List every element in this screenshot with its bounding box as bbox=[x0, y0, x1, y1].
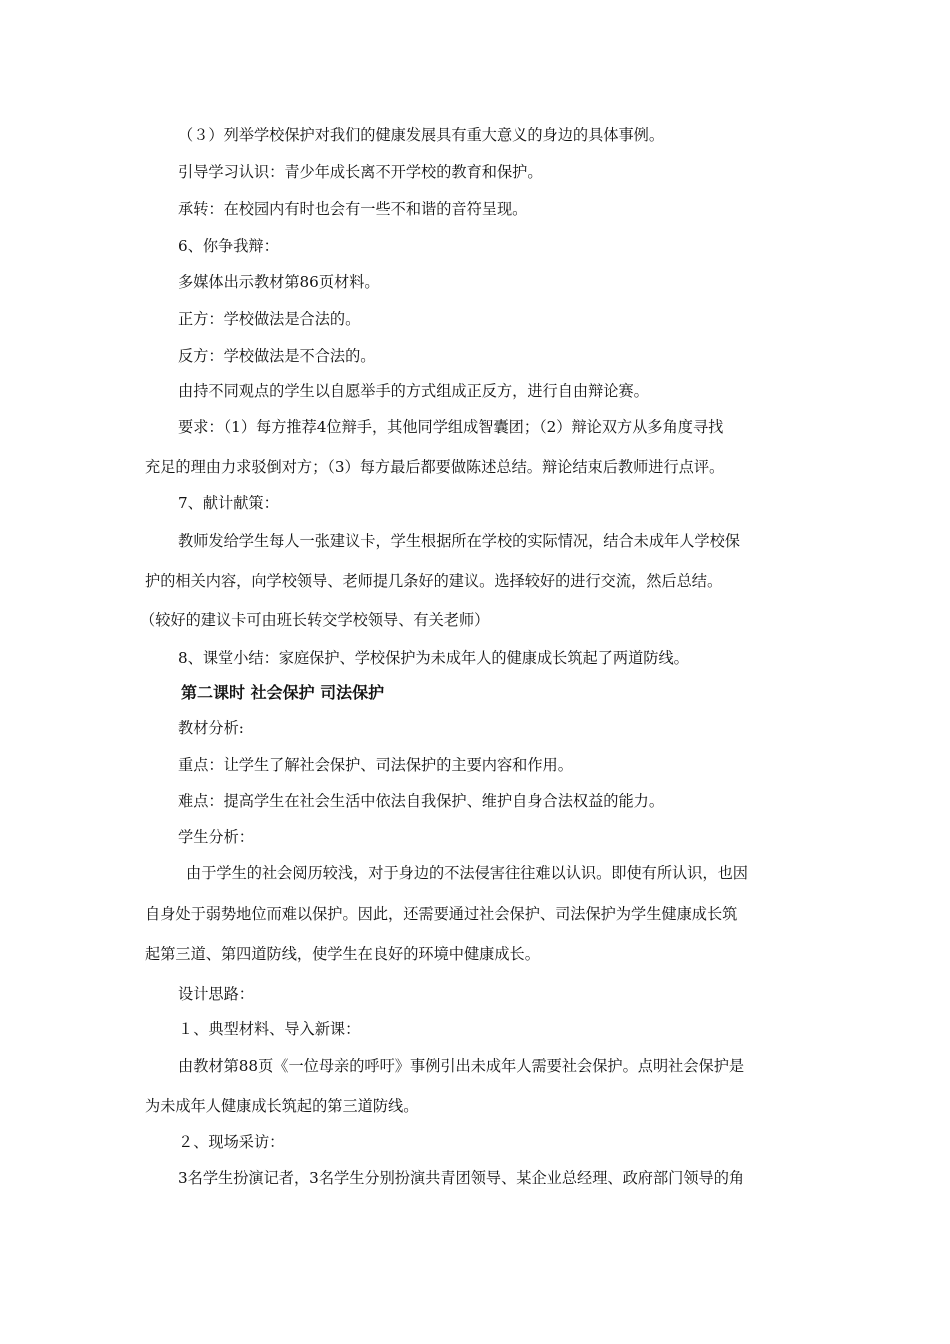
text-line: 设计思路： bbox=[178, 985, 254, 1003]
text-line: 8、课堂小结：家庭保护、学校保护为未成年人的健康成长筑起了两道防线。 bbox=[178, 649, 689, 667]
text-line: 6、你争我辩： bbox=[178, 237, 279, 255]
text-line: 教材分析: bbox=[178, 719, 244, 737]
text-line: 正方：学校做法是合法的。 bbox=[178, 310, 361, 328]
text-line: 反方：学校做法是不合法的。 bbox=[178, 347, 376, 365]
section-heading: 第二课时 社会保护 司法保护 bbox=[181, 683, 385, 702]
text-line: （较好的建议卡可由班长转交学校领导、有关老师） bbox=[140, 611, 490, 629]
text-line: 护的相关内容，向学校领导、老师提几条好的建议。选择较好的进行交流，然后总结。 bbox=[145, 572, 723, 590]
text-line: 由持不同观点的学生以自愿举手的方式组成正反方，进行自由辩论赛。 bbox=[178, 382, 649, 400]
text-line: 难点：提高学生在社会生活中依法自我保护、维护自身合法权益的能力。 bbox=[178, 792, 664, 810]
text-line: 引导学习认识：青少年成长离不开学校的教育和保护。 bbox=[178, 163, 543, 181]
text-line: 为未成年人健康成长筑起的第三道防线。 bbox=[145, 1097, 419, 1115]
text-line: ２、现场采访： bbox=[178, 1133, 285, 1151]
text-line: 承转：在校园内有时也会有一些不和谐的音符呈现。 bbox=[178, 200, 528, 218]
text-line: 由于学生的社会阅历较浅，对于身边的不法侵害往往难以认识。即使有所认识，也因 bbox=[186, 864, 748, 882]
text-line: 要求：（1）每方推荐4位辩手，其他同学组成智囊团；（2）辩论双方从多角度寻找 bbox=[178, 418, 724, 436]
text-line: 由教材第88页《一位母亲的呼吁》事例引出未成年人需要社会保护。点明社会保护是 bbox=[178, 1057, 745, 1075]
text-line: （３）列举学校保护对我们的健康发展具有重大意义的身边的具体事例。 bbox=[178, 126, 664, 144]
text-line: 学生分析： bbox=[178, 828, 254, 846]
text-line: 教师发给学生每人一张建议卡，学生根据所在学校的实际情况，结合未成年人学校保 bbox=[178, 532, 740, 550]
text-line: 自身处于弱势地位而难以保护。因此，还需要通过社会保护、司法保护为学生健康成长筑 bbox=[145, 905, 738, 923]
text-line: 重点：让学生了解社会保护、司法保护的主要内容和作用。 bbox=[178, 756, 573, 774]
text-line: 7、献计献策： bbox=[178, 494, 279, 512]
text-line: 多媒体出示教材第86页材料。 bbox=[178, 273, 380, 291]
text-line: 起第三道、第四道防线，使学生在良好的环境中健康成长。 bbox=[145, 945, 540, 963]
text-line: １、典型材料、导入新课： bbox=[178, 1020, 361, 1038]
text-line: 充足的理由力求驳倒对方；（3）每方最后都要做陈述总结。辩论结束后教师进行点评。 bbox=[145, 458, 725, 476]
text-line: 3名学生扮演记者，3名学生分别扮演共青团领导、某企业总经理、政府部门领导的角 bbox=[178, 1169, 745, 1187]
